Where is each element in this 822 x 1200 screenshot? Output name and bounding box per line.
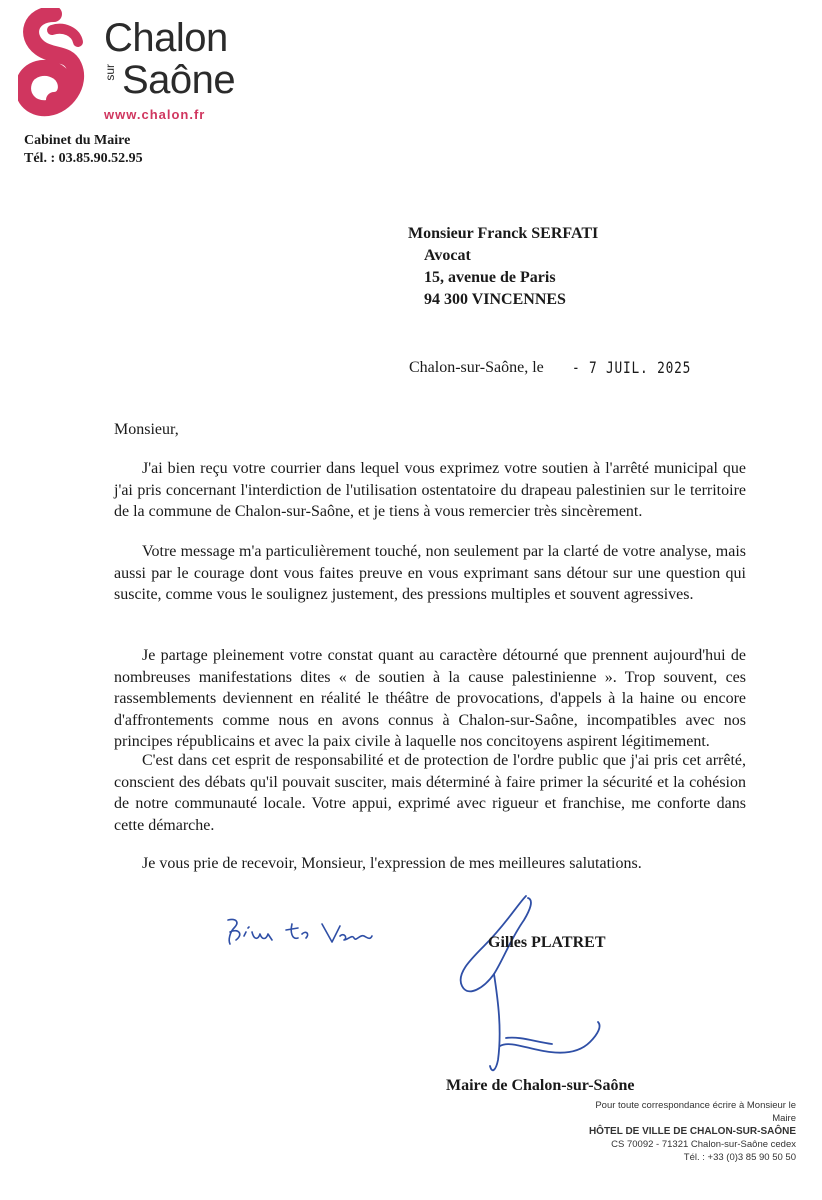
footer-line: HÔTEL DE VILLE DE CHALON-SUR-SAÔNE [588, 1126, 796, 1137]
recipient-title: Avocat [424, 247, 471, 264]
sender-phone: Tél. : 03.85.90.52.95 [24, 151, 143, 166]
signer-role: Maire de Chalon-sur-Saône [446, 1077, 635, 1094]
sender-office: Cabinet du Maire [24, 133, 131, 148]
footer-line: Pour toute correspondance écrire à Monsieur le Maire [595, 1100, 796, 1124]
footer-line: Tél. : +33 (0)3 85 90 50 50 [683, 1152, 796, 1163]
sender-block [24, 132, 143, 168]
recipient-city: 94 300 VINCENNES [424, 291, 566, 308]
body-paragraph: Votre message m'a particulièrement touché, non seulement par la clarté de votre analyse, mais aussi par le courage dont vous faites preuve en vous exprimant sans détour sur une question qui suscite, comme vous le soulignez justement, des pressions multiples et souvent agressives. [114, 543, 746, 603]
handwritten-note [222, 910, 382, 960]
signer-name: Gilles PLATRET [488, 934, 606, 951]
logo-name-top: Chalon [104, 16, 228, 60]
chalon-logo-mark-icon [18, 8, 90, 118]
body-paragraph: C'est dans cet esprit de responsabilité et de protection de l'ordre public que j'ai pris cet arrêté, conscient des débats qu'il pouvait susciter, mais déterminé à faire primer la sécurité et la cohésion de notre communauté locale. Votre appui, exprimé avec rigueur et franchise, me conforte dans cette démarche. [114, 752, 746, 834]
logo-url: www.chalon.fr [104, 107, 206, 122]
recipient-name: Monsieur Franck SERFATI [408, 225, 599, 242]
logo-name-bottom: Saône [122, 58, 236, 102]
closing-formula: Je vous prie de recevoir, Monsieur, l'expression de mes meilleures salutations. [142, 855, 642, 872]
body-paragraph: Je partage pleinement votre constat quant au caractère détourné que prennent aujourd'hui de nombreuses manifestations dites « de soutien à la cause palestinienne ». Trop souvent, ces rassemblements deviennent en réalité le théâtre de provocations, d'appels à la haine ou encore d'affrontements comme nous en avons connus à Chalon-sur-Saône, incompatibles avec nos principes républicains et avec la paix civile à laquelle nos concitoyens aspirent légitimement. [114, 647, 746, 750]
logo-name-sur: sur [103, 64, 117, 81]
footer-line: CS 70092 - 71321 Chalon-sur-Saône cedex [611, 1139, 796, 1150]
city-logo [18, 8, 258, 122]
salutation: Monsieur, [114, 421, 179, 438]
date-place: Chalon-sur-Saône, le [409, 359, 544, 376]
recipient-address [408, 223, 598, 311]
body-paragraph: J'ai bien reçu votre courrier dans lequel vous exprimez votre soutien à l'arrêté municipal que j'ai pris concernant l'interdiction de l'utilisation ostentatoire du drapeau palestinien sur le territoire de la commune de Chalon-sur-Saône, et je tiens à vous remercier très sincèrement. [114, 460, 746, 520]
footer-address [570, 1099, 796, 1164]
signature [440, 890, 620, 1080]
date-stamp: - 7 JUIL. 2025 [572, 358, 692, 377]
recipient-street: 15, avenue de Paris [424, 269, 556, 286]
